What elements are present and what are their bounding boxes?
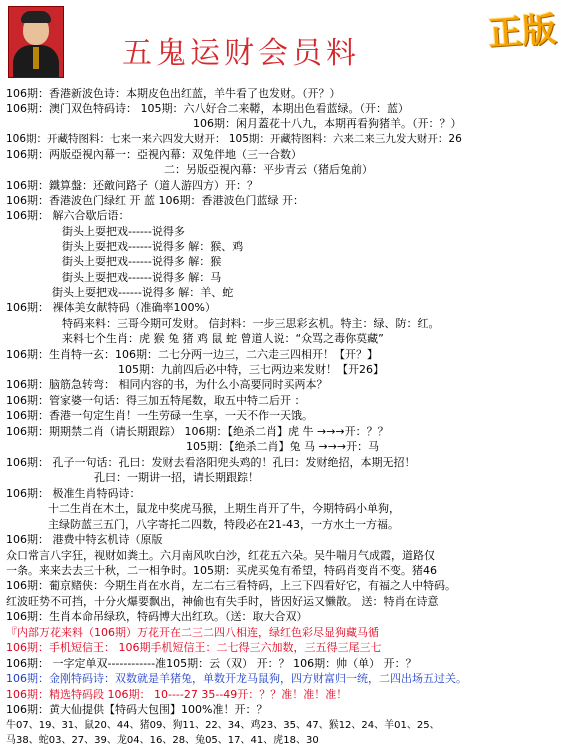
photo-hair — [21, 11, 51, 23]
line: 106期：手机短信王： 106期手机短信王：二七得三六加数，三五得三尾三七 — [6, 641, 382, 654]
line: 106期：精选特码段 106期： 10----27 35--49开：？？准！准！准！ — [6, 688, 348, 701]
line: 106期： 裸体美女献特码（准确率100%） — [6, 301, 216, 314]
line: 105期：【绝杀二肖】兔 马 →→→开：马 — [186, 440, 380, 453]
line: 众口常言八字狂，视财如粪土。六月南风吹白沙，红花五六朵。吴牛喘月气成霞，道路仅 — [6, 549, 435, 562]
line: 106期：开藏特图料：七来一来六四发大财开： 105期：开藏特图料：六来二来三九发大财开：26 — [6, 133, 462, 145]
line: 106期：脑筋急转弯： 相同内容的书，为什么小高要同时买两本？ — [6, 378, 328, 391]
line: 街头上耍把戏------说得多 解：羊、蛇 — [52, 286, 234, 299]
photo-tie — [33, 47, 39, 69]
line: 孔曰：一期讲一招，请长期跟踪！ — [94, 471, 259, 484]
line: 106期：葡京赌侠：今期生肖在水肖，左二右三看特码，上三下四看好它，有福之人中特码。 — [6, 579, 456, 592]
line: 来料七个生肖：虎 猴 兔 猪 鸡 鼠 蛇 曾道人说：“众骂之毒你莫藏” — [62, 332, 384, 345]
line: 街头上耍把戏------说得多 — [62, 225, 185, 238]
line: 一条。来来去去三十秋，二一相争时。105期：买虎买兔有希望，特码肖变肖不变。猪46 — [6, 564, 437, 577]
line: 106期： 极准生肖特码诗： — [6, 487, 141, 500]
line: 106期： 港费中特玄机诗（原版 — [6, 533, 163, 546]
line: 105期：九前四后必中特，三七两边来发财！【开26】 — [118, 363, 384, 376]
line: 106期：闲月蓋花十八九，本期再看狗猪羊。（开：？） — [193, 117, 462, 130]
line: 106期：两版亞視內幕一：亞視內幕：双兔伴地（三一合数） — [6, 148, 302, 161]
line: 106期：香港一句定生肖！一生劳碌一生享，一天不作一天饿。 — [6, 409, 313, 422]
header — [0, 0, 578, 86]
line: 牛07、19、31、鼠20、44、猪09、狗11、22、34、鸡23、35、47、猴12、24、羊01、25、 — [6, 720, 440, 731]
line: 马38、蛇03、27、39、龙04、16、28、兔05、17、41、虎18、30 — [6, 735, 319, 746]
author-photo — [8, 6, 64, 78]
line: 106期：管家婆一句话：得三加五特尾数，取五中特二后开 ： — [6, 394, 306, 407]
line: 街头上耍把戏------说得多 解：马 — [62, 271, 222, 284]
genuine-stamp: 正版 — [486, 9, 558, 55]
line: 红波旺势不可挡，十分火爆要飘出，神偷也有失手时，皆因好运又懒散。 送：特肖在诗意 — [6, 595, 439, 608]
line: 主绿防蓝三五门，八字寄托二四数，特段必在21-43，一方水土一方福。 — [48, 518, 399, 531]
line: 106期：金刚特码诗：双数就是羊猪兔，单数开龙马鼠狗，四方财富归一统，二四出场五过关。 — [6, 672, 467, 685]
line: 106期：香港新波色诗：本期皮色出红蓝，羊牛看了也发财。（开？） — [6, 87, 341, 100]
line: 十二生肖在木土，鼠龙中奖虎马猴，上期生肖开了牛，今期特码小单狗， — [48, 502, 400, 515]
line: 106期：香港波色门绿红 开 蓝 106期：香港波色门蓝绿 开： — [6, 194, 304, 207]
line: 106期： 解六合歇后语： — [6, 209, 130, 222]
line: 106期：期期禁二肖（请长期跟踪） 106期：【绝杀二肖】虎 牛 →→→开：？？ — [6, 425, 389, 438]
line: 106期：生肖本命吊绿玖，特码博大出红玖。（送：取大合双） — [6, 610, 308, 623]
page-title: 五鬼运财会员料 — [122, 36, 360, 71]
line: 106期： 一字定单双------------准105期：云（双） 开：？ 106期：帅（单） 开：？ — [6, 657, 417, 670]
line: 106期：生肖特一玄：106期：二七分两一边三，二六走三四相开！【开？】 — [6, 348, 378, 361]
line: 街头上耍把戏------说得多 解：猴、鸡 — [62, 240, 244, 253]
line: 106期：澳门双色特码诗： 105期：六八好合二来鞯，本期出色看蓝绿。（开：蓝） — [6, 102, 409, 115]
line: 街头上耍把戏------说得多 解：猴 — [62, 255, 222, 268]
line: 『内部万花来料（106期）万花开在二三二四八相连，绿红色彩尽显狗藏马循 — [6, 626, 379, 639]
line: 特码来料：三哥今期可发财。 信封料：一步三思彩玄机。特主：绿、防：红。 — [62, 317, 440, 330]
line: 106期： 孔子一句话：孔曰：发财去看洛阳兜头鸡的！孔曰：发财绝招，本期无招！ — [6, 456, 416, 469]
line: 106期：黄大仙提供【特码大包围】100%准！开：？ — [6, 703, 268, 716]
line: 106期：鐵算盤：还敵问路子（道人游四方）开：？ — [6, 179, 258, 192]
line: 二：另版亞視內幕：平步青云（猪后兔前） — [164, 163, 373, 176]
